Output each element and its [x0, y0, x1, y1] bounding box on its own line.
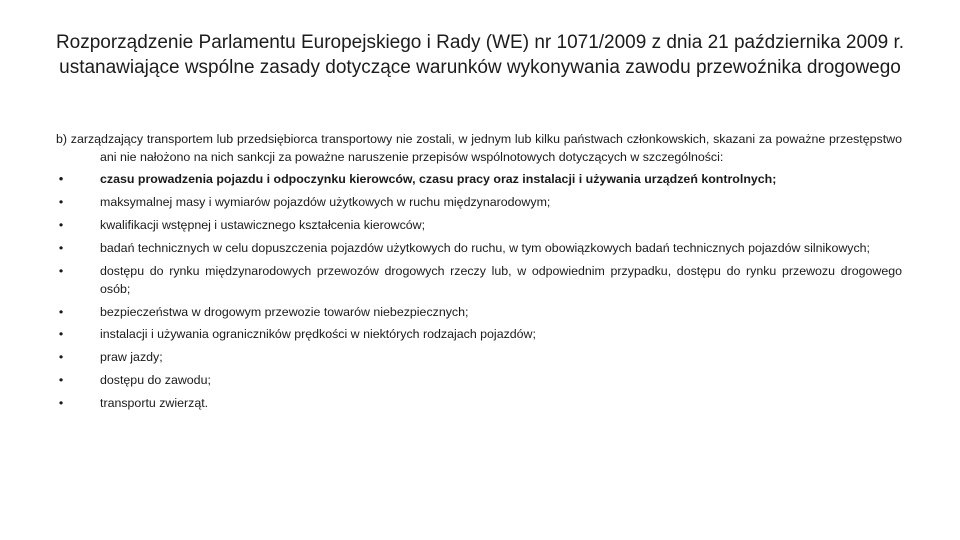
slide-title: Rozporządzenie Parlamentu Europejskiego i Rady (WE) nr 1071/2009 z dnia 21 października 2009 r. ustanawiające wspólne zasady dotyczące warunków wykonywania zawodu przewoźnika drogowego — [55, 32, 905, 78]
bullet-icon: • — [58, 395, 64, 410]
list-item-text: bezpieczeństwa w drogowym przewozie towarów niebezpiecznych; — [100, 304, 469, 319]
list-item-text: praw jazdy; — [100, 350, 163, 365]
list-item — [56, 325, 902, 343]
bullet-icon: • — [58, 240, 64, 255]
list-item — [56, 170, 902, 188]
bullet-icon: • — [58, 263, 64, 278]
list-item-text: transportu zwierząt. — [100, 395, 209, 410]
list-item-text: dostępu do rynku międzynarodowych przewozów drogowych rzeczy lub, w odpowiednim przypadku, dostępu do rynku przewozu drogowego osób; — [100, 263, 902, 296]
list-item-text: dostępu do zawodu; — [100, 372, 211, 387]
bullet-icon: • — [58, 327, 64, 342]
bullet-list — [56, 170, 902, 412]
bullet-icon: • — [58, 372, 64, 387]
list-item — [56, 193, 902, 211]
bullet-icon: • — [58, 304, 64, 319]
list-item-text: kwalifikacji wstępnej i ustawicznego kształcenia kierowców; — [100, 218, 426, 232]
list-item-text: maksymalnej masy i wymiarów pojazdów użytkowych w ruchu międzynarodowym; — [100, 195, 551, 210]
list-item-text: czasu prowadzenia pojazdu i odpoczynku kierowców, czasu pracy oraz instalacji i używania urządzeń kontrolnych; — [100, 172, 777, 187]
list-item — [56, 348, 902, 366]
list-item — [56, 371, 902, 389]
list-item — [56, 394, 902, 412]
bullet-icon: • — [58, 218, 64, 232]
list-item-text: instalacji i używania ograniczników prędkości w niektórych rodzajach pojazdów; — [100, 327, 536, 342]
list-item — [56, 239, 902, 257]
list-item — [56, 262, 902, 298]
list-item-text: badań technicznych w celu dopuszczenia pojazdów użytkowych do ruchu, w tym obowiązkowych badań technicznych pojazdów silnikowych; — [100, 240, 871, 255]
bullet-icon: • — [58, 350, 64, 365]
list-item — [56, 303, 902, 321]
bullet-icon: • — [58, 195, 64, 210]
slide-body — [56, 130, 902, 417]
bullet-icon: • — [58, 172, 64, 187]
intro-paragraph: b) zarządzający transportem lub przedsiębiorca transportowy nie zostali, w jednym lub kilku państwach członkowskich, skazani za poważne przestępstwo ani nie nałożono na nich sankcji za poważne naruszenie przepisów wspólnotowych dotyczących w szczególności: — [56, 132, 902, 165]
list-item — [56, 216, 902, 234]
